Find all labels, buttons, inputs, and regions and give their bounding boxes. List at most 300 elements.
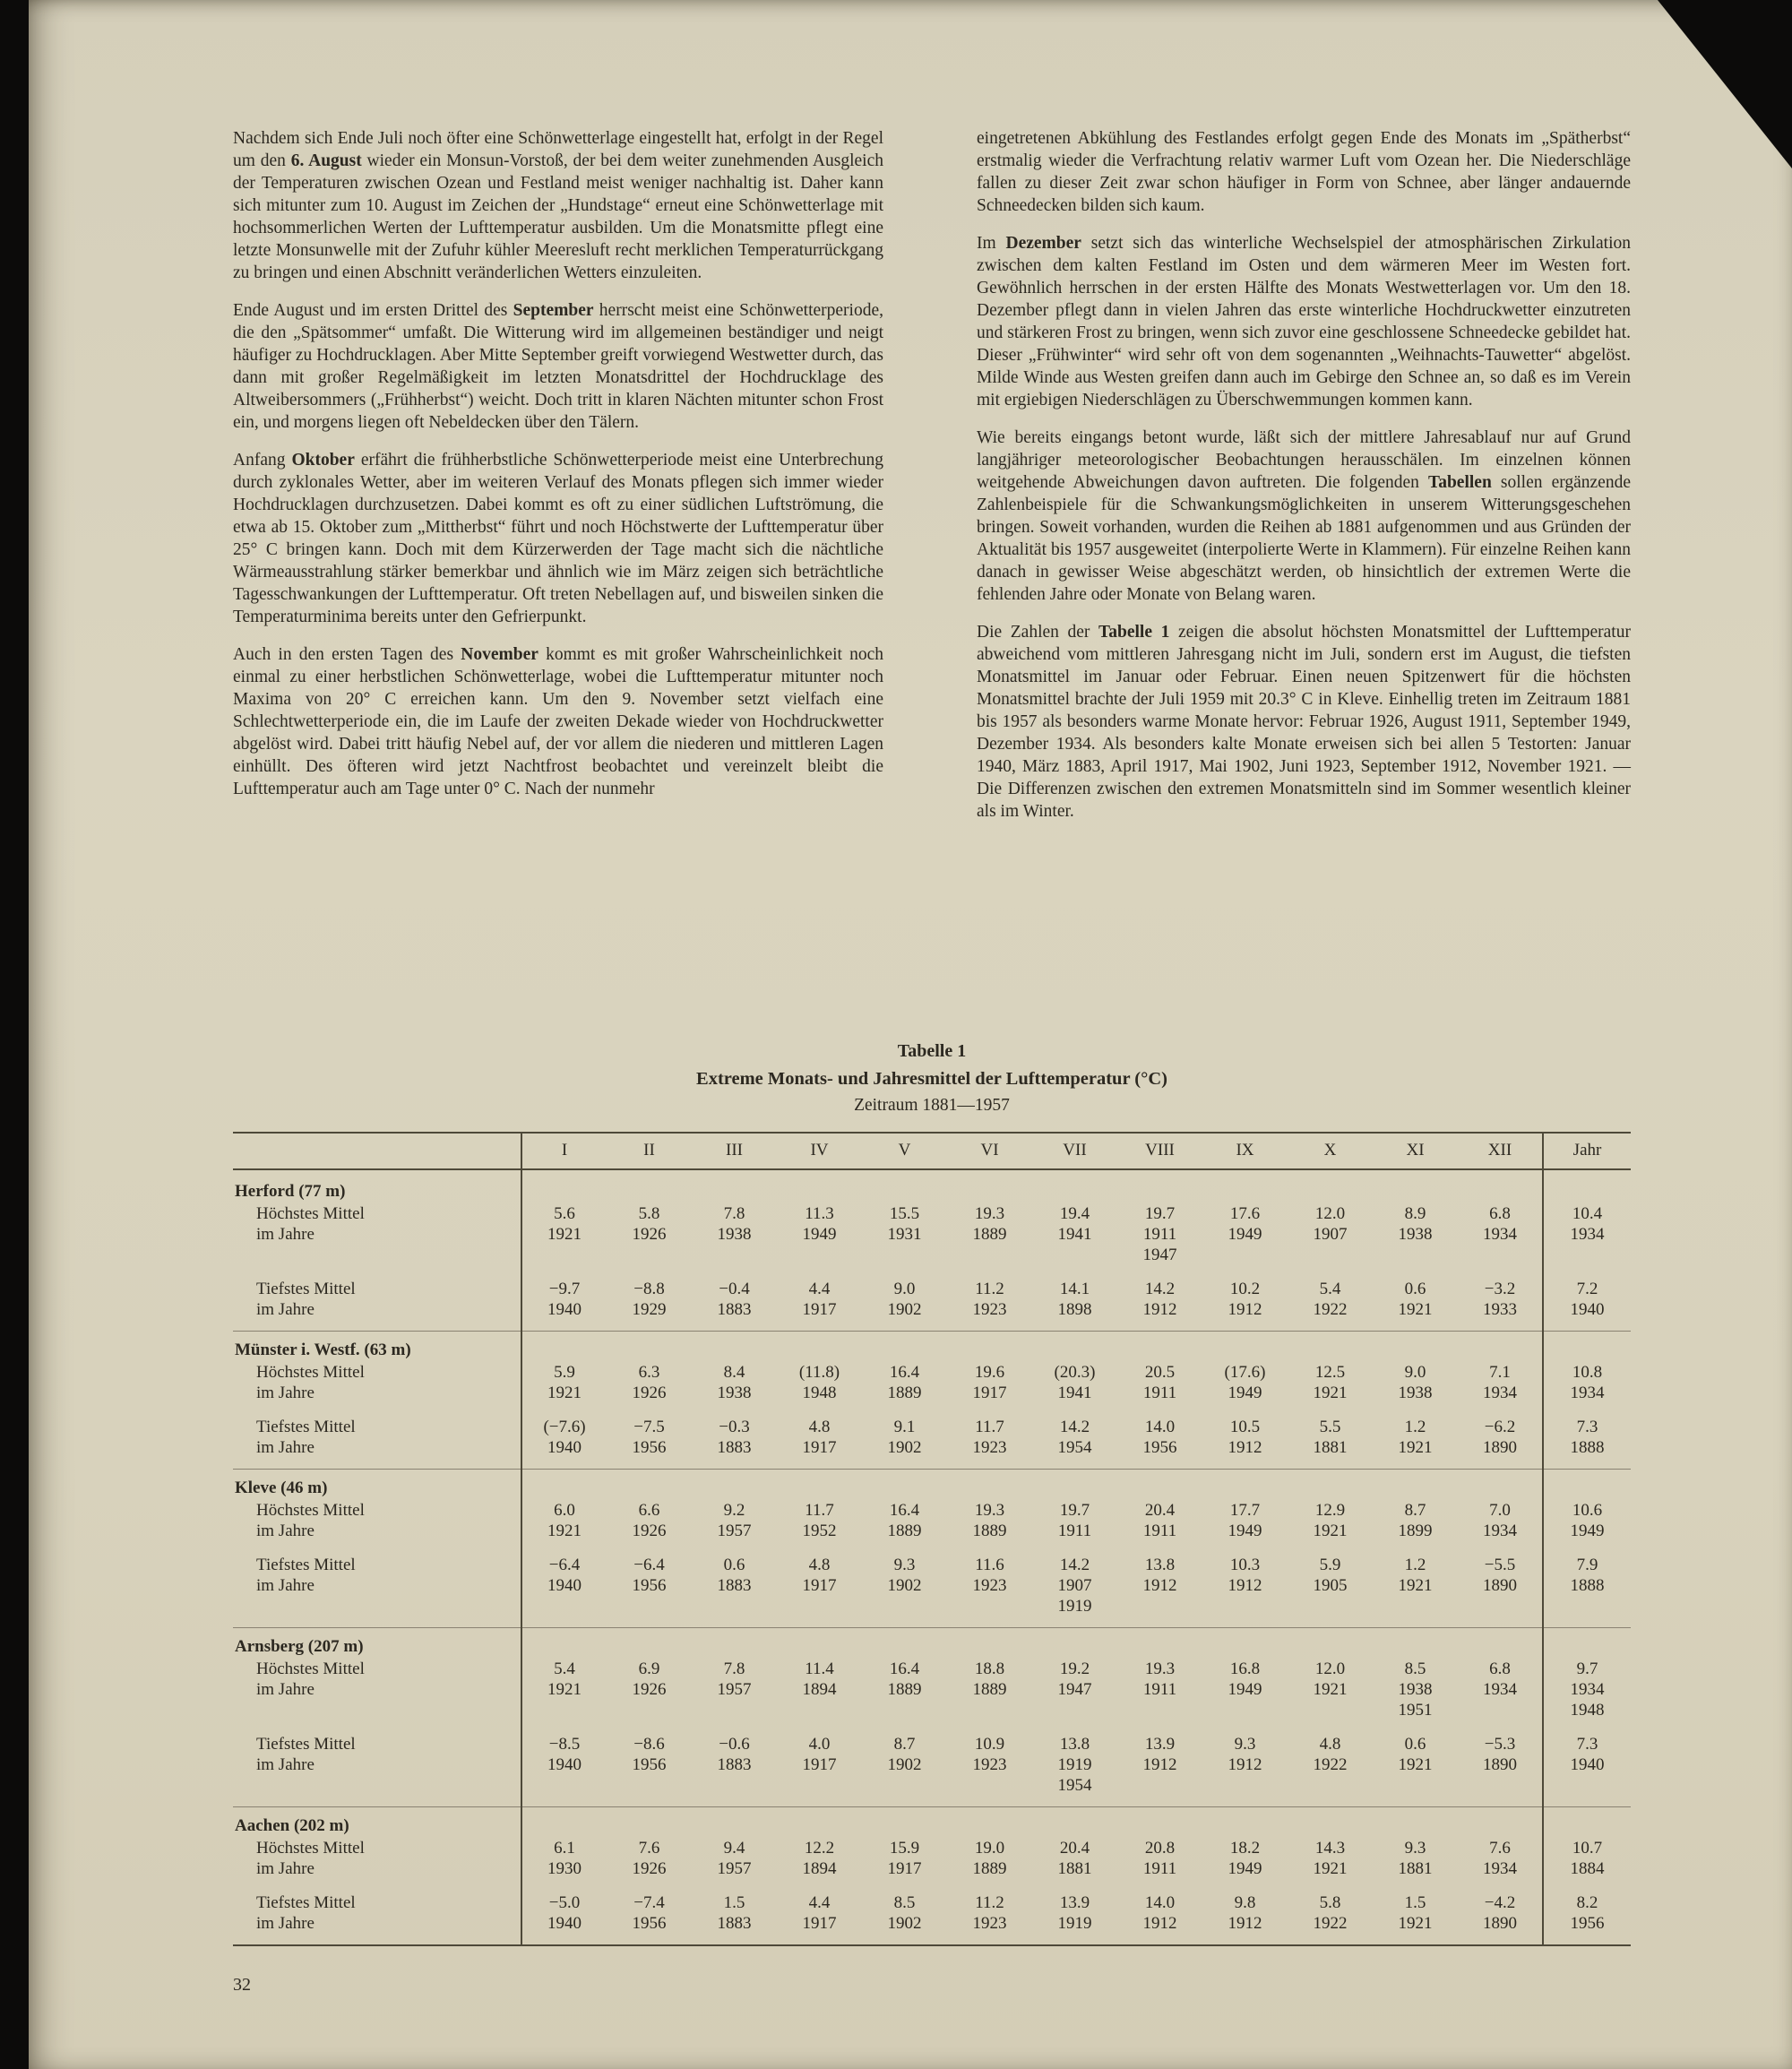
table-cell: 1912 [1228,1300,1262,1319]
gap-cell [1117,1720,1202,1734]
gap-cell [1117,1403,1202,1417]
table-cell: 1911 [1142,1384,1177,1402]
table-cell: 1907 1919 [1057,1576,1092,1616]
table-cell: 11.6 [975,1556,1004,1574]
table-cell: 1884 [1543,1858,1631,1879]
table-cell: 11.7 [805,1501,834,1520]
gap-cell [233,1265,521,1279]
empty-cell [947,1628,1032,1660]
table-cell: 5.8 [1319,1893,1341,1912]
row-label: Höchstes Mittel [256,1501,365,1520]
table-cell: 1956 [1543,1913,1631,1945]
table-cell: 7.8 [723,1660,745,1678]
gap-cell [777,1541,862,1555]
text-column-left [233,127,883,815]
table-cell: 4.8 [808,1418,831,1436]
table-cell: 1938 [1398,1384,1433,1402]
empty-cell [1543,1628,1631,1660]
table-cell: 1.5 [723,1893,745,1912]
table-cell: −8.8 [633,1280,665,1298]
table-cell: 1956 [632,1438,667,1457]
row-label: im Jahre [256,1576,314,1595]
table-cell: 6.6 [638,1501,660,1520]
table-cell: 1921 [1398,1438,1433,1457]
table-cell: 1.2 [1404,1418,1426,1436]
empty-cell [1202,1807,1288,1839]
table-cell: 8.7 [1404,1501,1426,1520]
page-number: 32 [233,1975,251,1995]
table-cell: 1933 [1483,1300,1517,1319]
table-cell: 16.4 [889,1363,920,1382]
gap-cell [233,1720,521,1734]
paragraph: Nachdem sich Ende Juli noch öfter eine Schönwetterlage eingestellt hat, erfolgt in der Regel um den 6. August wieder ein Monsun-Vorstoß, der bei dem weiter zunehmenden Ausgleich der Temperaturen zwischen Ozean und Festland meist weniger nachhaltig ist. Daher kann sich mitunter zum 10. August im Zeichen der „Hundstage“ erneut eine Schönwetterlage mit hochsommerlichen Werten der Lufttemperatur ausbilden. Um die Monatsmitte pflegt eine letzte Monsunwelle mit der Zufuhr kühler Meeresluft recht merklichen Temperaturrückgang zu bringen und einen Abschnitt veränderlichen Wetters einzuleiten. [233,129,883,282]
station-name: Arnsberg (207 m) [233,1628,521,1660]
empty-cell [862,1332,947,1363]
empty-cell [1202,1169,1288,1203]
empty-cell [1458,1628,1543,1660]
empty-cell [1288,1470,1373,1501]
table-cell: 8.7 [893,1735,916,1754]
table-cell: 1926 [632,1859,667,1878]
table-cell: 1934 [1483,1680,1517,1699]
paragraph: eingetretenen Abkühlung des Festlandes erfolgt gegen Ende des Monats im „Spätherbst“ erstmalig wieder die Verfrachtung relativ warmer Luft vom Ozean her. Die Niederschläge fallen zu dieser Zeit zwar schon häufiger in Form von Schnee, aber länger andauernde Schneedecken bilden sich kaum. [977,129,1631,215]
table-cell: 1921 [1313,1859,1348,1878]
table-cell: 1902 [887,1576,922,1595]
table-cell: 11.2 [975,1893,1004,1912]
table-cell: 1890 [1483,1576,1517,1595]
table-cell: 1934 [1483,1859,1517,1878]
gap-cell [521,1403,607,1417]
table-cell: 1919 1954 [1057,1755,1092,1795]
empty-cell [521,1470,607,1501]
table-cell: 12.0 [1314,1204,1346,1223]
table-cell: 19.0 [974,1839,1005,1858]
table-cell: −8.6 [633,1735,665,1754]
table-cell: 5.4 [521,1659,607,1679]
table-cell: 1957 [717,1522,752,1540]
table-cell: 10.5 [1229,1418,1261,1436]
table-cell: 1923 [972,1576,1007,1595]
table-cell: 1889 [887,1680,922,1699]
column-header: III [692,1133,777,1169]
empty-cell [1373,1332,1458,1363]
table-cell: 1890 [1458,1913,1543,1945]
table-cell: 7.3 [1543,1417,1631,1437]
table-subtitle: Extreme Monats- und Jahresmittel der Lufttemperatur (°C) [696,1069,1167,1089]
gap-cell [862,1403,947,1417]
table-cell: −6.2 [1484,1418,1516,1436]
gap-cell [947,1541,1032,1555]
table-cell: 19.4 [1059,1204,1090,1223]
gap-cell [862,1879,947,1892]
table-cell: 14.2 [1059,1556,1090,1574]
table-cell: 1917 [802,1755,837,1774]
table-cell: 12.9 [1314,1501,1346,1520]
table-cell: −9.7 [521,1279,607,1299]
table-cell: 1934 [1483,1522,1517,1540]
table-cell: 1923 [947,1913,1032,1945]
gap-cell [1288,1541,1373,1555]
table-cell: 1923 [972,1300,1007,1319]
table-cell: 5.9 [1319,1556,1341,1574]
table-cell: 1898 [1057,1300,1092,1319]
gap-cell [521,1541,607,1555]
empty-cell [1373,1807,1458,1839]
empty-cell [1117,1628,1202,1660]
table-cell: 10.7 [1543,1838,1631,1858]
table-cell: (20.3) [1054,1363,1096,1382]
table-cell: 1952 [802,1522,837,1540]
empty-cell [862,1807,947,1839]
table-cell: 1889 [887,1384,922,1402]
gap-cell [1458,1720,1543,1734]
table-cell: 9.2 [723,1501,745,1520]
table-cell: 1949 [1228,1859,1262,1878]
empty-cell [1032,1628,1117,1660]
table-cell: 7.9 [1543,1555,1631,1575]
table-cell: 1941 [1057,1225,1092,1244]
empty-cell [607,1628,692,1660]
table-cell: 1881 [1057,1859,1092,1878]
table-cell: 1922 [1313,1300,1348,1319]
table-cell: 19.7 [1144,1204,1176,1223]
row-label: Tiefstes Mittel [256,1735,356,1754]
row-label: im Jahre [256,1300,314,1319]
empty-cell [692,1628,777,1660]
table-cell: 1917 [802,1300,837,1319]
gap-cell [1117,1541,1202,1555]
table-cell: 9.0 [893,1280,916,1298]
table-cell: −7.4 [633,1893,665,1912]
gap-cell [1032,1403,1117,1417]
gap-cell [947,1720,1032,1734]
gap-cell [692,1720,777,1734]
table-cell: 9.3 [1234,1735,1256,1754]
gap-cell [1032,1265,1117,1279]
empty-cell [1032,1332,1117,1363]
table-cell: 1883 [692,1913,777,1945]
empty-cell [947,1807,1032,1839]
gap-cell [1288,1879,1373,1892]
empty-cell [1288,1628,1373,1660]
paragraph: Die Zahlen der Tabelle 1 zeigen die absolut höchsten Monatsmittel der Lufttemperatur abweichend vom mittleren Jahresgang nicht im Juli, sondern erst im August, die tiefsten Monatsmittel im Januar oder Februar. Einen neuen Spitzenwert für die höchsten Monatsmittel brachte der Juli 1959 mit 20.3° C in Kleve. Einhellig treten im Zeitraum 1881 bis 1957 als besonders warme Monate hervor: Februar 1926, August 1911, September 1949, Dezember 1934. Als besonders kalte Monate erweisen sich bei allen 5 Testorten: Januar 1940, März 1883, April 1917, Mai 1902, Juni 1923, September 1912, November 1921. — Die Differenzen zwischen den extremen Monatsmitteln sind im Sommer wesentlich kleiner als im Winter. [977,623,1631,821]
table-cell: 6.8 [1489,1660,1511,1678]
empty-cell [1458,1332,1543,1363]
gap-cell [862,1720,947,1734]
row-label: Höchstes Mittel [256,1839,365,1858]
table-cell: 1940 [521,1299,607,1332]
table-cell: 20.4 [1144,1501,1176,1520]
gap-cell [1458,1879,1543,1892]
table-cell: 1921 [1398,1300,1433,1319]
paragraph: Im Dezember setzt sich das winterliche Wechselspiel der atmosphärischen Zirkulation zwischen dem kalten Festland im Osten und dem wärmeren Meer im Westen fort. Gewöhnlich herrschen in der ersten Hälfte des Monats Westwetterlagen vor. Um den 18. Dezember pflegt dann in vielen Jahren das erste winterliche Hochdruckwetter einzutreten und stärkeren Frost zu bringen, wenn sich zuvor eine geschlossene Schneedecke gebildet hat. Dieser „Frühwinter“ wird sehr oft von dem sogenannten „Weihnachts-Tauwetter“ abgelöst. Milde Winde aus Westen greifen dann auch im Gebirge den Schnee an, so daß es im Verein mit ergiebigen Niederschlägen zu Überschwemmungen kommen kann. [977,234,1631,409]
column-header: VII [1032,1133,1117,1169]
table-cell: 1922 [1288,1913,1373,1945]
table-cell: 1949 [1228,1680,1262,1699]
table-cell: 1921 [1313,1522,1348,1540]
table-cell: 13.8 [1144,1556,1176,1574]
table-cell: 17.6 [1229,1204,1261,1223]
table-cell: 1912 [1117,1913,1202,1945]
empty-cell [692,1332,777,1363]
empty-cell [521,1628,607,1660]
table-cell: 14.3 [1314,1839,1346,1858]
table-cell: 1923 [972,1438,1007,1457]
table-cell: −0.4 [719,1280,750,1298]
table-cell: 9.8 [1234,1893,1256,1912]
table-cell: 20.4 [1059,1839,1090,1858]
table-cell: 13.8 [1059,1735,1090,1754]
column-header: V [862,1133,947,1169]
table-cell: 1926 [632,1225,667,1244]
gap-cell [1202,1403,1288,1417]
table-cell: 1947 [1057,1680,1092,1699]
table-cell: 1912 [1228,1755,1262,1774]
table-cell: 1889 [972,1859,1007,1878]
table-cell: 1894 [802,1680,837,1699]
station-name: Kleve (46 m) [233,1470,521,1501]
table-cell: 1934 [1543,1224,1631,1265]
row-label: im Jahre [256,1680,314,1699]
table-cell: (17.6) [1224,1363,1266,1382]
table-cell: 1911 1947 [1142,1225,1177,1264]
empty-cell [777,1169,862,1203]
table-cell: (−7.6) [521,1417,607,1437]
gap-cell [692,1265,777,1279]
table-cell: 18.8 [974,1660,1005,1678]
empty-cell [1117,1807,1202,1839]
table-cell: 1956 [607,1913,692,1945]
gap-cell [1373,1541,1458,1555]
table-cell: 8.5 [893,1893,916,1912]
empty-cell [1288,1332,1373,1363]
table-cell: 7.8 [723,1204,745,1223]
table-cell: 20.8 [1144,1839,1176,1858]
header-empty-cell [233,1133,521,1169]
table-cell: −8.5 [521,1734,607,1754]
table-cell: 7.6 [638,1839,660,1858]
table-cell: 4.0 [808,1735,831,1754]
gap-cell [607,1265,692,1279]
table-section [233,1041,1631,1946]
table-cell: 0.6 [1404,1280,1426,1298]
gap-cell [1032,1541,1117,1555]
table-cell: 12.2 [804,1839,835,1858]
table-cell: 4.4 [808,1280,831,1298]
table-cell: 1940 [521,1437,607,1470]
table-cell: 1934 [1543,1383,1631,1403]
table-cell: 1954 [1057,1438,1092,1457]
table-cell: −0.3 [719,1418,750,1436]
empty-cell [1543,1332,1631,1363]
table-cell: 1912 [1228,1576,1262,1595]
empty-cell [521,1807,607,1839]
table-cell: 8.9 [1404,1204,1426,1223]
gap-cell [1543,1265,1631,1279]
gap-cell [1458,1541,1543,1555]
table-cell: 1921 [1313,1680,1348,1699]
table-cell: 1938 [717,1225,752,1244]
row-label: im Jahre [256,1438,314,1457]
gap-cell [692,1541,777,1555]
table-cell: 1902 [887,1300,922,1319]
table-cell: 1921 [521,1224,607,1265]
table-cell: 1938 [1398,1225,1433,1244]
empty-cell [1202,1470,1288,1501]
gap-cell [1202,1265,1288,1279]
paragraph: Wie bereits eingangs betont wurde, läßt sich der mittlere Jahresablauf nur auf Grund langjähriger meteorologischer Beobachtungen herausschälen. Im einzelnen können weitgehende Abweichungen davon auftreten. Die folgenden Tabellen sollen ergänzende Zahlenbeispiele für die Schwankungsmöglichkeiten in unserem Witterungsgeschehen bringen. Soweit vorhanden, wurden die Reihen ab 1881 aufgenommen und aus Gründen der Aktualität bis 1957 ausgeweitet (interpolierte Werte in Klammern). Für einzelne Reihen kann danach in gewisser Weise abgeschätzt werden, ob hinsichtlich der extremen Werte die fehlenden Jahre oder Monate von Belang waren. [977,428,1631,604]
table-cell: 11.7 [975,1418,1004,1436]
station-name: Aachen (202 m) [233,1807,521,1839]
scan-corner-artifact [1658,0,1792,168]
table-cell: 9.0 [1404,1363,1426,1382]
table-cell: 5.5 [1319,1418,1341,1436]
table-cell: −4.2 [1484,1893,1516,1912]
gap-cell [1117,1879,1202,1892]
table-cell: 1940 [521,1913,607,1945]
paragraph: Ende August und im ersten Drittel des September herrscht meist eine Schönwetterperiode, die den „Spätsommer“ umfaßt. Die Witterung wird im allgemeinen beständiger und neigt häufiger zu Hochdrucklagen. Aber Mitte September greift vorwiegend Westwetter durch, das dann mit großer Regelmäßigkeit im letzten Monatsdrittel der Hochdrucklage des Altweibersommers („Frühherbst“) weicht. Doch tritt in klaren Nächten mitunter schon Frost ein, und morgens liegen oft Nebeldecken über den Tälern. [233,301,883,432]
table-cell: 1949 [1228,1225,1262,1244]
table-body [233,1169,1631,1945]
table-cell: 1921 [1398,1576,1433,1595]
table-cell: 1921 [521,1679,607,1720]
table-cell: 1956 [632,1755,667,1774]
column-header: II [607,1133,692,1169]
table-cell: 1949 [1228,1384,1262,1402]
table-cell: 10.6 [1543,1500,1631,1521]
empty-cell [777,1470,862,1501]
row-label: Tiefstes Mittel [256,1280,356,1298]
empty-cell [777,1332,862,1363]
table-cell: 11.2 [975,1280,1004,1298]
gap-cell [607,1720,692,1734]
gap-cell [521,1720,607,1734]
table-cell: 1923 [972,1755,1007,1774]
table-cell: 1941 [1057,1384,1092,1402]
gap-cell [521,1265,607,1279]
gap-cell [1543,1403,1631,1417]
row-label: Höchstes Mittel [256,1660,365,1678]
gap-cell [1032,1720,1117,1734]
empty-cell [1458,1470,1543,1501]
row-label: Tiefstes Mittel [256,1418,356,1436]
gap-cell [1288,1403,1373,1417]
table-cell: 1894 [802,1859,837,1878]
table-cell: 1883 [717,1755,752,1774]
empty-cell [1032,1169,1117,1203]
table-cell: 16.8 [1229,1660,1261,1678]
table-cell: 7.2 [1543,1279,1631,1299]
empty-cell [692,1807,777,1839]
table-cell: 13.9 [1144,1735,1176,1754]
gap-cell [777,1265,862,1279]
gap-cell [777,1879,862,1892]
gap-cell [233,1403,521,1417]
gap-cell [1373,1720,1458,1734]
table-cell: 1949 [1543,1521,1631,1541]
column-header: VI [947,1133,1032,1169]
table-cell: 5.9 [521,1362,607,1383]
scanned-page [29,0,1792,2069]
table-cell: 14.0 [1144,1893,1176,1912]
table-cell: 19.7 [1059,1501,1090,1520]
empty-cell [1202,1628,1288,1660]
table-cell: 1957 [717,1680,752,1699]
empty-cell [607,1470,692,1501]
gap-cell [1117,1265,1202,1279]
table-cell: 0.6 [723,1556,745,1574]
empty-cell [1288,1169,1373,1203]
gap-cell [1202,1879,1288,1892]
table-cell: 1956 [632,1576,667,1595]
table-cell: 1938 [717,1384,752,1402]
column-header: I [521,1133,607,1169]
table-cell: 19.3 [974,1501,1005,1520]
empty-cell [947,1169,1032,1203]
table-cell: 1889 [972,1680,1007,1699]
empty-cell [1543,1470,1631,1501]
table-cell: 14.1 [1059,1280,1090,1298]
gap-cell [692,1403,777,1417]
empty-cell [862,1169,947,1203]
table-cell: −5.0 [521,1892,607,1913]
empty-cell [1117,1332,1202,1363]
table-cell: 1917 [887,1859,922,1878]
table-cell: 1926 [632,1384,667,1402]
table-cell: −6.4 [521,1555,607,1575]
table-cell: 14.2 [1059,1418,1090,1436]
gap-cell [1543,1879,1631,1892]
table-cell: 18.2 [1229,1839,1261,1858]
empty-cell [1458,1169,1543,1203]
table-cell: 5.4 [1319,1280,1341,1298]
gap-cell [607,1541,692,1555]
table-cell: 11.4 [805,1660,834,1678]
table-cell: 17.7 [1229,1501,1261,1520]
table-cell: 1956 [1142,1438,1177,1457]
gap-cell [947,1403,1032,1417]
table-cell: 5.8 [638,1204,660,1223]
empty-cell [1373,1470,1458,1501]
gap-cell [1543,1720,1631,1734]
gap-cell [1458,1265,1543,1279]
empty-cell [862,1628,947,1660]
table-cell: 1921 [1373,1913,1458,1945]
table-cell: 1902 [862,1913,947,1945]
table-cell: 5.6 [521,1203,607,1224]
table-cell: 1926 [632,1522,667,1540]
table-cell: 1917 [972,1384,1007,1402]
table-cell: 1940 [1543,1754,1631,1807]
table-cell: 1949 [1228,1522,1262,1540]
table-cell: 1912 [1142,1576,1177,1595]
table-cell: 1883 [717,1300,752,1319]
gap-cell [1202,1541,1288,1555]
table-cell: 1940 [521,1754,607,1807]
table-cell: 9.7 [1543,1659,1631,1679]
table-cell: 13.9 [1059,1893,1090,1912]
table-cell: 20.5 [1144,1363,1176,1382]
row-label: im Jahre [233,1913,521,1945]
table-cell: 1889 [972,1522,1007,1540]
table-cell: 1949 [802,1225,837,1244]
column-header: IX [1202,1133,1288,1169]
table-cell: −7.5 [633,1418,665,1436]
station-name: Münster i. Westf. (63 m) [233,1332,521,1363]
table-cell: 9.1 [893,1418,916,1436]
table-cell: 1930 [521,1858,607,1879]
table-cell: 1912 [1142,1300,1177,1319]
